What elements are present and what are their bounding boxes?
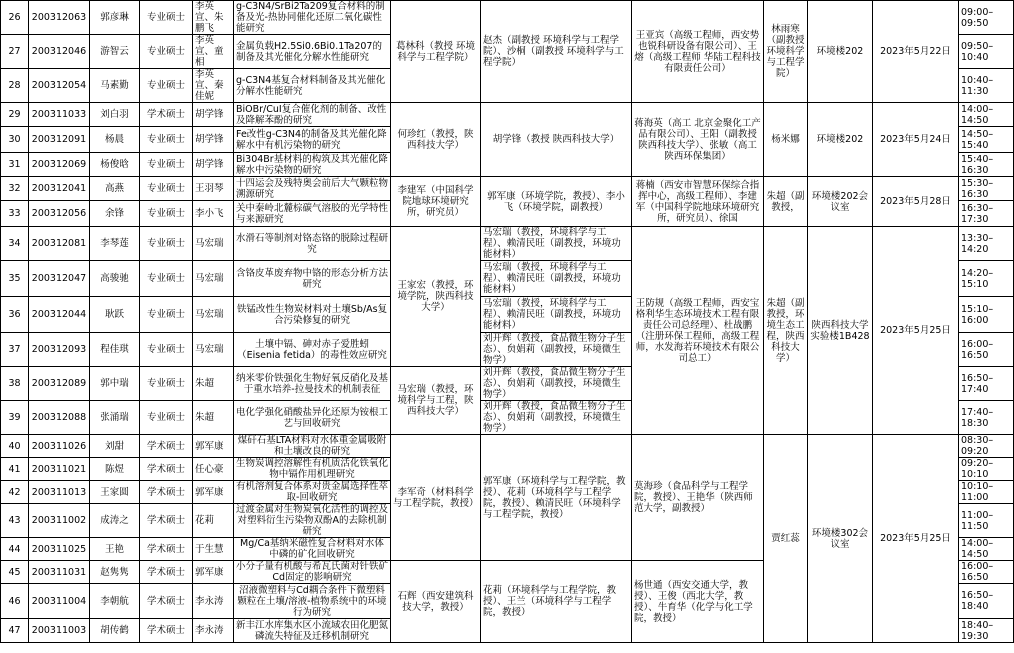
table-row	[1, 103, 1014, 127]
student-name: 余锋	[90, 201, 140, 227]
secretary: 朱超（副教授，环境生态工程，陕西科技大学）	[764, 227, 808, 435]
degree-type: 学术硕士	[140, 103, 193, 127]
row-no: 34	[1, 227, 29, 261]
row-no: 38	[1, 367, 29, 401]
time-slot: 14:00–14:50	[959, 103, 1014, 127]
time-slot: 16:30–17:30	[959, 201, 1014, 227]
student-name: 杨晨	[90, 127, 140, 153]
time-slot: 10:10–11:00	[959, 481, 1014, 504]
row-no: 37	[1, 333, 29, 367]
room: 环境楼302会议室	[808, 435, 873, 643]
time-slot: 16:50–18:40	[959, 584, 1014, 619]
advisor: 李英宣、朱鹏飞	[193, 1, 234, 35]
thesis-title: 金属负载H2.5Si0.6Bi0.1Ta207的制备及其光催化分解水性能研究	[234, 35, 391, 69]
student-name: 李琴莲	[90, 227, 140, 261]
thesis-title: Mg/Ca基纳米磁性复合材料对水体中磷的矿化回收研究	[234, 538, 391, 561]
student-name: 成涛之	[90, 504, 140, 538]
student-name: 张涌瑞	[90, 401, 140, 435]
advisor: 马宏瑞	[193, 227, 234, 261]
advisor: 马宏瑞	[193, 333, 234, 367]
room: 陕西科技大学实验楼1B428	[808, 227, 873, 435]
advisor: 郭军康	[193, 435, 234, 458]
degree-type: 学术硕士	[140, 481, 193, 504]
time-slot: 08:30–09:20	[959, 435, 1014, 458]
time-slot: 17:40–18:30	[959, 401, 1014, 435]
committee-chair: 王家宏（教授，环境学院，陕西科技大学）	[391, 227, 481, 367]
row-no: 28	[1, 69, 29, 103]
student-id: 200311004	[29, 584, 90, 619]
student-id: 200312047	[29, 261, 90, 297]
advisor: 胡学锋	[193, 127, 234, 153]
committee-chair: 何珍红（教授，陕西科技大学）	[391, 103, 481, 177]
row-no: 42	[1, 481, 29, 504]
time-slot: 13:30–14:20	[959, 227, 1014, 261]
row-no: 35	[1, 261, 29, 297]
advisor: 朱超	[193, 367, 234, 401]
time-slot: 10:40–11:30	[959, 69, 1014, 103]
student-id: 200312069	[29, 153, 90, 177]
row-no: 29	[1, 103, 29, 127]
secretary: 贾红蕊	[764, 435, 808, 643]
secretary: 杨米娜	[764, 103, 808, 177]
degree-type: 专业硕士	[140, 127, 193, 153]
thesis-title: 有机溶剂复合体系对贵金属选择性萃取-回收研究	[234, 481, 391, 504]
advisor: 胡学锋	[193, 153, 234, 177]
student-id: 200312041	[29, 177, 90, 201]
student-name: 马素勤	[90, 69, 140, 103]
row-no: 27	[1, 35, 29, 69]
external-members: 王防规（高级工程师，西安宝格利华生态环境技术工程有限责任公司总经理）、杜战鹏（注册环保工程师，高级工程师，水发海若环境技术有限公司总工）	[632, 227, 764, 435]
advisor: 花莉	[193, 504, 234, 538]
external-members: 杨世通（西安交通大学，教授）、王俊（西北大学，教授）、牛育华（化学与化工学院，教授）	[632, 561, 764, 643]
time-slot: 15:40–16:30	[959, 153, 1014, 177]
advisor: 李英宣、童相	[193, 35, 234, 69]
advisor: 任心豪	[193, 458, 234, 481]
degree-type: 学术硕士	[140, 458, 193, 481]
internal-members: 胡学锋（教授 陕西科技大学）	[481, 103, 632, 177]
degree-type: 学术硕士	[140, 538, 193, 561]
thesis-title: 水滑石等制剂对铬态铬的脱除过程研究	[234, 227, 391, 261]
time-slot: 09:50–10:40	[959, 35, 1014, 69]
row-no: 31	[1, 153, 29, 177]
row-no: 26	[1, 1, 29, 35]
advisor: 于生慧	[193, 538, 234, 561]
student-name: 王家圆	[90, 481, 140, 504]
external-members: 王亚宾（高级工程师，西安势也锐科研设备有限公司）、王熔（高级工程师 华陆工程科技有限责任公司）	[632, 1, 764, 103]
row-no: 44	[1, 538, 29, 561]
time-slot: 14:20–15:10	[959, 261, 1014, 297]
table-row	[1, 435, 1014, 458]
advisor: 朱超	[193, 401, 234, 435]
date: 2023年5月28日	[873, 177, 959, 227]
external-members: 莫海珍（食品科学与工程学院，教授）、王艳华（陕西师范大学，副教授）	[632, 435, 764, 561]
thesis-title: BiOBr/CuI复合催化剂的制备、改性及降解苯酚的研究	[234, 103, 391, 127]
student-name: 刘甜	[90, 435, 140, 458]
row-no: 33	[1, 201, 29, 227]
student-id: 200311013	[29, 481, 90, 504]
date: 2023年5月25日	[873, 227, 959, 435]
row-no: 43	[1, 504, 29, 538]
committee-chair: 李建军（中国科学院地球环境研究所，研究员）	[391, 177, 481, 227]
internal-members: 郭军康（环境学院，教授）、李小飞（环境学院，副教授）	[481, 177, 632, 227]
student-id: 200312091	[29, 127, 90, 153]
internal-members: 马宏瑞（教授，环境科学与工程）、赖清民旺（副教授，环境功能材料）	[481, 227, 632, 261]
internal-members: 马宏瑞（教授，环境科学与工程）、赖清民旺（副教授，环境功能材料）	[481, 297, 632, 333]
student-name: 郭中瑞	[90, 367, 140, 401]
internal-members: 马宏瑞（教授，环境科学与工程）、赖清民旺（副教授，环境功能材料）	[481, 261, 632, 297]
internal-members: 刘开辉（教授，食品微生物分子生态）、贠娟莉（副教授，环境微生物学）	[481, 333, 632, 367]
thesis-title: 小分子量有机酸与希瓦氏菌对针铁矿Cd固定的影响研究	[234, 561, 391, 584]
row-no: 39	[1, 401, 29, 435]
degree-type: 专业硕士	[140, 261, 193, 297]
time-slot: 15:10–16:00	[959, 297, 1014, 333]
student-name: 高燕	[90, 177, 140, 201]
student-id: 200312063	[29, 1, 90, 35]
thesis-title: 十四运会及残特奥会前后大气颗粒物溯源研究	[234, 177, 391, 201]
thesis-title: 含铬皮革废弃物中铬的形态分析方法研究	[234, 261, 391, 297]
student-id: 200312088	[29, 401, 90, 435]
student-name: 李朝航	[90, 584, 140, 619]
degree-type: 专业硕士	[140, 201, 193, 227]
advisor: 李小飞	[193, 201, 234, 227]
student-id: 200311021	[29, 458, 90, 481]
advisor: 马宏瑞	[193, 297, 234, 333]
time-slot: 14:00–14:50	[959, 538, 1014, 561]
degree-type: 学术硕士	[140, 504, 193, 538]
student-id: 200312044	[29, 297, 90, 333]
student-id: 200312046	[29, 35, 90, 69]
thesis-title: g-C3N4/SrBi2Ta209复合材料的制备及光-热协同催化还原二氧化碳性能研究	[234, 1, 391, 35]
advisor: 胡学锋	[193, 103, 234, 127]
advisor: 郭军康	[193, 481, 234, 504]
student-name: 游智云	[90, 35, 140, 69]
student-name: 胡传鹤	[90, 619, 140, 643]
room: 环境楼202会议室	[808, 177, 873, 227]
committee-chair: 李军奇（材料科学与工程学院，教授）	[391, 435, 481, 561]
row-no: 32	[1, 177, 29, 201]
student-id: 200311033	[29, 103, 90, 127]
student-name: 王艳	[90, 538, 140, 561]
time-slot: 11:00–11:50	[959, 504, 1014, 538]
thesis-title: 沼液微塑料与Cd耦合条件下微塑料颗粒在土壤/溶液-植物系统中的环境行为研究	[234, 584, 391, 619]
time-slot: 16:50–17:40	[959, 367, 1014, 401]
internal-members: 赵杰（副教授 环境科学与工程学院）、沙桐（副教授 环境科学与工程学院）	[481, 1, 632, 103]
degree-type: 专业硕士	[140, 69, 193, 103]
internal-members: 花莉（环境科学与工程学院，教授）、王兰（环境科学与工程学院，教授）	[481, 561, 632, 643]
time-slot: 16:00–16:50	[959, 333, 1014, 367]
thesis-title: 铁锰改性生物炭材料对土壤Sb/As复合污染修复的研究	[234, 297, 391, 333]
student-id: 200312093	[29, 333, 90, 367]
internal-members: 郭军康（环境科学与工程学院，教授）、花莉（环境科学与工程学院，教授）、赖清民旺（环境科学与工程学院，教授）	[481, 435, 632, 561]
external-members: 蒋楠（西安市智慧环保综合指挥中心，高级工程师）、李建军（中国科学院地球环境研究所，研究员）、徐国	[632, 177, 764, 227]
degree-type: 专业硕士	[140, 333, 193, 367]
row-no: 47	[1, 619, 29, 643]
time-slot: 18:40–19:30	[959, 619, 1014, 643]
thesis-title: 土壤中镉、砷对赤子爱胜蚓（Eisenia fetida）的毒性效应研究	[234, 333, 391, 367]
committee-chair: 马宏瑞（教授，环境科学与工程，陕西科技大学）	[391, 367, 481, 435]
student-name: 郭彦琳	[90, 1, 140, 35]
thesis-title: 电化学强化硝酸盐异化还原为铵根工艺与回收研究	[234, 401, 391, 435]
advisor: 李永涛	[193, 584, 234, 619]
thesis-title: 新丰江水库集水区小流域农田化肥氮磷流失特征及迁移机制研究	[234, 619, 391, 643]
table-row	[1, 1, 1014, 35]
degree-type: 专业硕士	[140, 35, 193, 69]
degree-type: 学术硕士	[140, 561, 193, 584]
degree-type: 学术硕士	[140, 435, 193, 458]
advisor: 郭军康	[193, 561, 234, 584]
date: 2023年5月24日	[873, 103, 959, 177]
committee-chair: 石辉（西安建筑科技大学，教授）	[391, 561, 481, 643]
student-id: 200311003	[29, 619, 90, 643]
internal-members: 刘开辉（教授，食品微生物分子生态）、贠娟莉（副教授，环境微生物学）	[481, 367, 632, 401]
time-slot: 16:00–16:50	[959, 561, 1014, 584]
row-no: 46	[1, 584, 29, 619]
thesis-title: 过渡金属对生物炭氧化活性的调控及对塑料衍生污染物双酚A的去除机制研究	[234, 504, 391, 538]
student-id: 200311031	[29, 561, 90, 584]
student-id: 200311002	[29, 504, 90, 538]
row-no: 41	[1, 458, 29, 481]
degree-type: 专业硕士	[140, 227, 193, 261]
advisor: 李永涛	[193, 619, 234, 643]
row-no: 40	[1, 435, 29, 458]
table-row	[1, 177, 1014, 201]
student-id: 200312056	[29, 201, 90, 227]
secretary: 朱超（副教授，	[764, 177, 808, 227]
student-id: 200311025	[29, 538, 90, 561]
student-id: 200312081	[29, 227, 90, 261]
student-name: 赵隽隽	[90, 561, 140, 584]
room: 环境楼202	[808, 103, 873, 177]
student-name: 刘白羽	[90, 103, 140, 127]
internal-members: 刘开辉（教授，食品微生物分子生态）、贠娟莉（副教授，环境微生物学）	[481, 401, 632, 435]
student-id: 200312054	[29, 69, 90, 103]
advisor: 李英宣、秦佳妮	[193, 69, 234, 103]
row-no: 45	[1, 561, 29, 584]
committee-chair: 葛林科（教授 环境科学与工程学院）	[391, 1, 481, 103]
degree-type: 专业硕士	[140, 401, 193, 435]
time-slot: 09:20–10:10	[959, 458, 1014, 481]
thesis-title: Fe改性g-C3N4的制备及其光催化降解水中有机污染物的研究	[234, 127, 391, 153]
thesis-title: 煤矸石基LTA材料对水体重金属吸附和土壤改良的研究	[234, 435, 391, 458]
time-slot: 09:00–09:50	[959, 1, 1014, 35]
secretary: 林雨寒（副教授 环境科学与工程学院）	[764, 1, 808, 103]
date: 2023年5月25日	[873, 435, 959, 643]
thesis-title: 关中秦岭北麓棕碳气溶胶的光学特性与来源研究	[234, 201, 391, 227]
student-name: 高骏驰	[90, 261, 140, 297]
degree-type: 专业硕士	[140, 177, 193, 201]
thesis-title: g-C3N4基复合材料制备及其光催化分解水性能研究	[234, 69, 391, 103]
degree-type: 学术硕士	[140, 619, 193, 643]
date: 2023年5月22日	[873, 1, 959, 103]
thesis-title: 生物炭调控溶解性有机质活化铁氧化物中镉作用机理研究	[234, 458, 391, 481]
student-name: 陈煜	[90, 458, 140, 481]
degree-type: 专业硕士	[140, 1, 193, 35]
degree-type: 专业硕士	[140, 297, 193, 333]
thesis-title: 纳米零价铁强化生物好氧反硝化及基于重水培养-拉曼技术的机制表征	[234, 367, 391, 401]
time-slot: 14:50–15:40	[959, 127, 1014, 153]
advisor: 王羽琴	[193, 177, 234, 201]
student-id: 200312089	[29, 367, 90, 401]
external-members: 蒋海英（高工 北京金聚化工产品有限公司）、王阳（副教授 陕西科技大学）、张敏（高工 陕西环保集团）	[632, 103, 764, 177]
table-row	[1, 227, 1014, 261]
time-slot: 15:30–16:30	[959, 177, 1014, 201]
room: 环境楼202	[808, 1, 873, 103]
degree-type: 专业硕士	[140, 153, 193, 177]
student-id: 200311026	[29, 435, 90, 458]
row-no: 36	[1, 297, 29, 333]
student-name: 程佳琪	[90, 333, 140, 367]
student-name: 耿跃	[90, 297, 140, 333]
row-no: 30	[1, 127, 29, 153]
thesis-title: Bi304Br基材料的构筑及其光催化降解水中污染物的研究	[234, 153, 391, 177]
degree-type: 学术硕士	[140, 584, 193, 619]
student-name: 杨俊晗	[90, 153, 140, 177]
advisor: 马宏瑞	[193, 261, 234, 297]
degree-type: 专业硕士	[140, 367, 193, 401]
